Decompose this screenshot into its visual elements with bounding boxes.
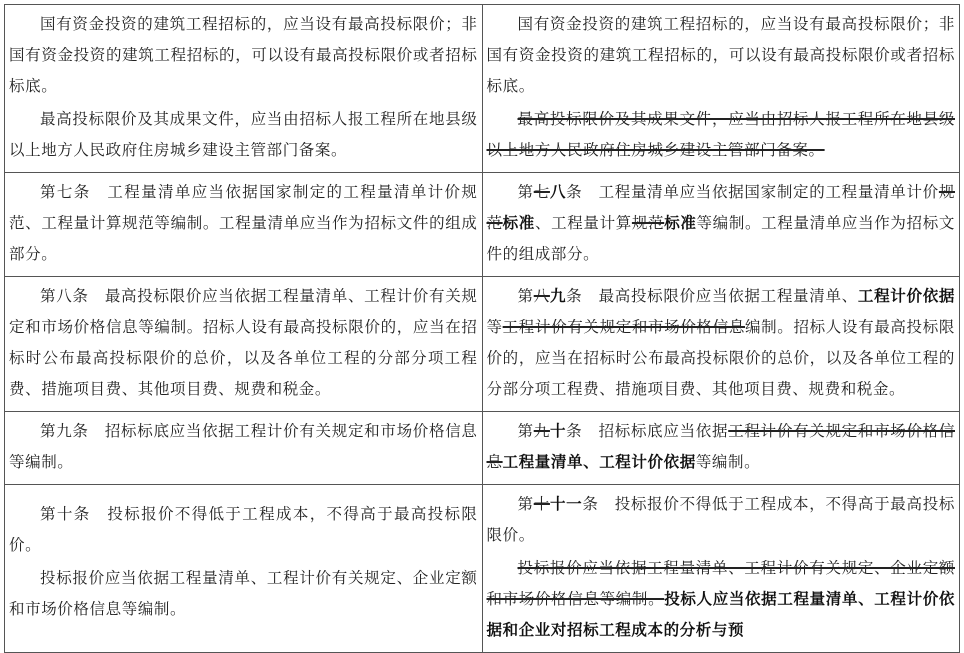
deleted-text: 八: [533, 287, 550, 305]
text-run: 等: [486, 318, 503, 336]
inserted-text: 九: [549, 287, 567, 305]
paragraph: [487, 489, 956, 551]
text-run: 第: [517, 183, 534, 201]
inserted-text: 十: [549, 422, 567, 440]
text-run: 编制。招标人设有最高投标限价的，应当在招标时公布最高投标限价的总价，以及各单位工程的分部分项工程费、措施项目费、其他项目费、规费和税金。: [486, 318, 955, 398]
paragraph: 投标报价应当依据工程量清单、工程计价有关规定、企业定额和市场价格信息等编制。: [9, 569, 478, 618]
original-text-cell: [5, 5, 483, 173]
revised-text-cell: [482, 485, 960, 653]
text-run: 、工程量计算: [534, 214, 632, 232]
revision-comparison-table: [4, 4, 960, 653]
paragraph: 国有资金投资的建筑工程招标的，应当设有最高投标限价；非国有资金投资的建筑工程招标的，可以设有最高投标限价或者招标标底。: [9, 15, 478, 95]
paragraph: [487, 553, 956, 646]
inserted-text: 投标人应当依据工程量清单、工程计价依据和企业对招标工程成本的分析与预: [486, 590, 955, 639]
inserted-text: 标准: [664, 214, 697, 232]
deleted-text: 九: [533, 422, 550, 440]
revised-text-cell: [482, 5, 960, 173]
paragraph: 第七条 工程量清单应当依据国家制定的工程量清单计价规范、工程量计算规范等编制。工程量清单应当作为招标文件的组成部分。: [9, 183, 478, 263]
table-row: [5, 412, 960, 485]
text-run: 第: [517, 495, 534, 513]
comparison-document: [4, 4, 960, 653]
text-run: 等编制。工程量清单应当作为招标文件的组成部分。: [486, 214, 955, 263]
revised-text-cell: [482, 412, 960, 485]
inserted-text: 标准: [502, 214, 535, 232]
paragraph: [487, 104, 956, 166]
table-row: [5, 5, 960, 173]
inserted-text: 工程计价依据: [857, 287, 956, 305]
paragraph: [487, 416, 956, 478]
text-run: 条 招标标底应当依据: [566, 422, 729, 440]
paragraph: 第十条 投标报价不得低于工程成本，不得高于最高投标限价。: [9, 505, 478, 554]
text-run: 等编制。: [695, 453, 761, 471]
deleted-text: 规范: [631, 214, 665, 232]
text-run: 条 最高投标限价应当依据工程量清单、: [566, 287, 858, 305]
deleted-text: 投标报价应当依据工程量清单、工程计价有关规定、企业定额和市场价格信息等编制。: [486, 559, 955, 608]
paragraph: 第八条 最高投标限价应当依据工程量清单、工程计价有关规定和市场价格信息等编制。招标人设有最高投标限价的，应当在招标时公布最高投标限价的总价，以及各单位工程的分部分项工程费、措施项目费、其他项目费、规费和税金。: [9, 287, 478, 398]
deleted-text: 工程计价有关规定和市场价格信息: [486, 422, 955, 471]
paragraph: [487, 281, 956, 405]
inserted-text: 十一: [549, 495, 583, 513]
text-run: 条 工程量清单应当依据国家制定的工程量清单计价: [566, 183, 939, 201]
original-text-cell: [5, 485, 483, 653]
text-run: 第: [517, 287, 534, 305]
original-text-cell: [5, 173, 483, 277]
table-row: [5, 277, 960, 412]
deleted-text: 七: [533, 183, 550, 201]
table-row: [5, 485, 960, 653]
paragraph: 最高投标限价及其成果文件，应当由招标人报工程所在地县级以上地方人民政府住房城乡建设主管部门备案。: [9, 110, 478, 159]
inserted-text: 工程量清单、工程计价依据: [502, 453, 696, 471]
table-row: [5, 173, 960, 277]
deleted-text: 最高投标限价及其成果文件，应当由招标人报工程所在地县级以上地方人民政府住房城乡建设主管部门备案。: [486, 110, 955, 159]
original-text-cell: [5, 277, 483, 412]
deleted-text: 规范: [486, 183, 955, 232]
text-run: 条 投标报价不得低于工程成本，不得高于最高投标限价。: [486, 495, 956, 544]
revised-text-cell: [482, 277, 960, 412]
deleted-text: 十: [533, 495, 550, 513]
paragraph: 国有资金投资的建筑工程招标的，应当设有最高投标限价；非国有资金投资的建筑工程招标的，可以设有最高投标限价或者招标标底。: [486, 15, 955, 95]
original-text-cell: [5, 412, 483, 485]
revised-text-cell: [482, 173, 960, 277]
text-run: 第: [517, 422, 534, 440]
inserted-text: 八: [549, 183, 567, 201]
paragraph: 第九条 招标标底应当依据工程计价有关规定和市场价格信息等编制。: [9, 422, 478, 471]
paragraph: [487, 177, 956, 270]
deleted-text: 工程计价有关规定和市场价格信息: [502, 318, 745, 336]
